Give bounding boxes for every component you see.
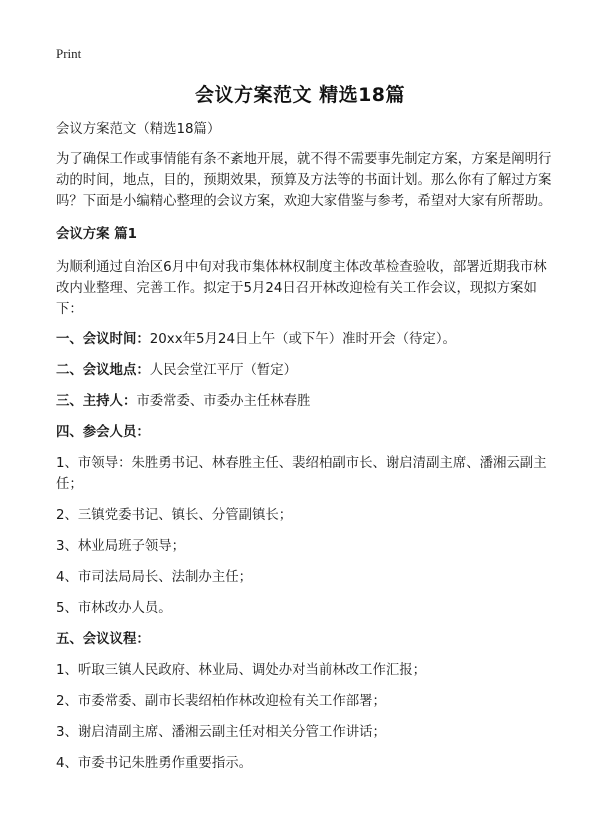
section-heading: 会议方案 篇1: [56, 227, 137, 242]
document-subtitle: 会议方案范文（精选18篇）: [56, 122, 221, 137]
meeting-place-label: 二、会议地点：: [56, 363, 150, 378]
meeting-place-value: 人民会堂江平厅（暂定）: [149, 363, 298, 378]
intro-paragraph: 为了确保工作或事情能有条不紊地开展，就不得不需要事先制定方案，方案是阐明行动的时间，地点，目的，预期效果，预算及方法等的书面计划。那么你有了解过方案吗？下面是小编精心整理的会议方案，欢迎大家借鉴与参考，希望对大家有所帮助。: [56, 152, 552, 209]
print-label[interactable]: Print: [56, 46, 82, 61]
meeting-time-value: 20xx年5月24日上午（或下午）准时开会（待定）。: [149, 332, 456, 347]
document-body: [56, 119, 556, 784]
page-title: 会议方案范文 精选18篇: [194, 84, 406, 106]
meeting-host-value: 市委常委、市委办主任林春胜: [136, 394, 311, 409]
list-item: 5、市林改办人员。: [56, 601, 172, 616]
meeting-host: [56, 391, 556, 412]
meeting-place: [56, 360, 556, 381]
agenda-heading: 五、会议议程：: [56, 632, 150, 647]
meeting-time-label: 一、会议时间：: [56, 332, 150, 347]
list-item: 2、三镇党委书记、镇长、分管副镇长；: [56, 508, 293, 523]
list-item: 3、谢启清副主席、潘湘云副主任对相关分管工作讲话；: [56, 725, 386, 740]
list-item: 4、市委书记朱胜勇作重要指示。: [56, 756, 252, 771]
list-item: 1、听取三镇人民政府、林业局、调处办对当前林改工作汇报；: [56, 663, 427, 678]
section-description: 为顺利通过自治区6月中旬对我市集体林权制度主体改革检查验收，部署近期我市林改内业整理、完善工作。拟定于5月24日召开林改迎检有关工作会议，现拟方案如下：: [56, 260, 547, 317]
meeting-host-label: 三、主持人：: [56, 394, 137, 409]
list-item: 4、市司法局局长、法制办主任；: [56, 570, 252, 585]
list-item: 1、市领导：朱胜勇书记、林春胜主任、裴绍柏副市长、谢启清副主席、潘湘云副主任；: [56, 456, 547, 492]
attendees-heading: 四、参会人员：: [56, 425, 150, 440]
meeting-time: [56, 329, 556, 350]
list-item: 3、林业局班子领导；: [56, 539, 186, 554]
list-item: 2、市委常委、副市长裴绍柏作林改迎检有关工作部署；: [56, 694, 386, 709]
